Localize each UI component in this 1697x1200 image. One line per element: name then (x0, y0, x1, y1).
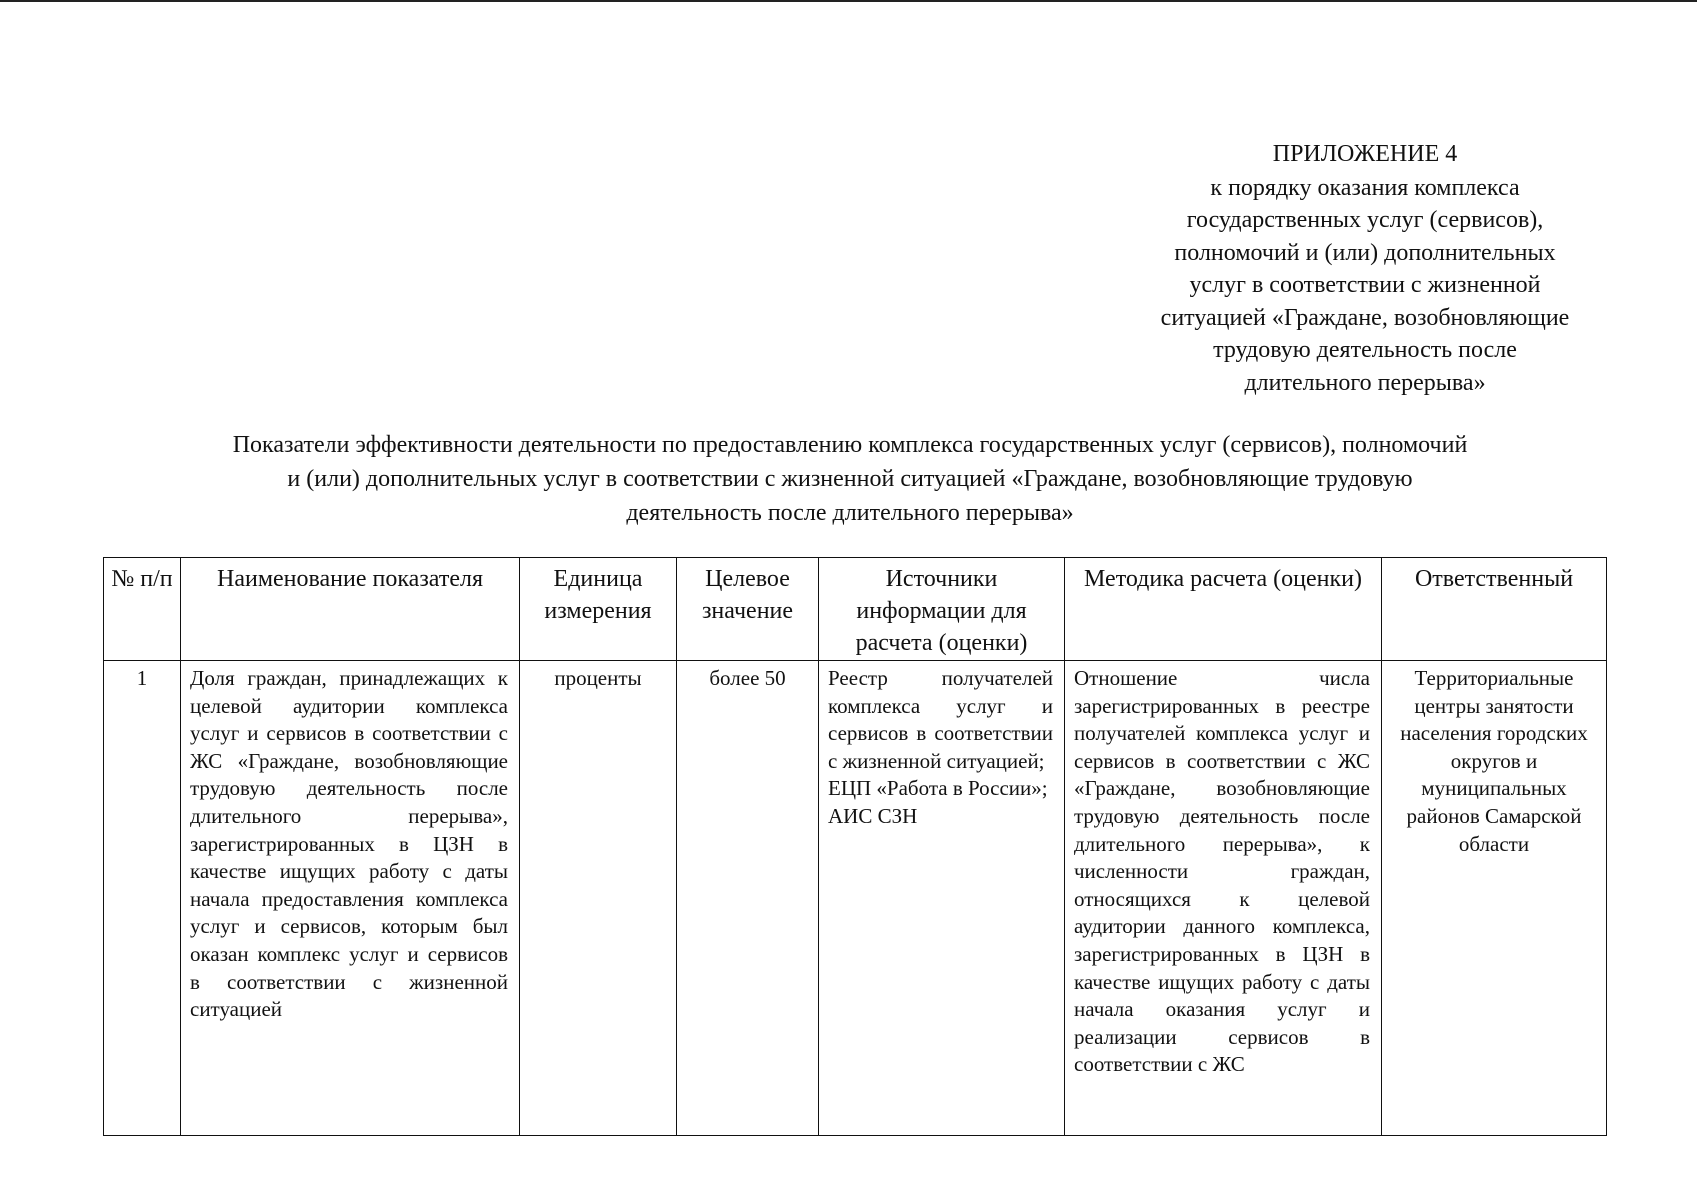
source-item: АИС СЗН (828, 803, 918, 828)
table-header-row (104, 558, 1607, 661)
heading-line: и (или) дополнительных услуг в соответствии с жизненной ситуацией «Граждане, возобновляющие трудовую (287, 466, 1413, 492)
cell-unit: проценты (520, 661, 677, 1136)
header-unit: Единица измерения (520, 558, 677, 661)
appendix-line: полномочий и (или) дополнительных (1174, 239, 1556, 266)
cell-target: более 50 (677, 661, 819, 1136)
appendix-line: к порядку оказания комплекса (1210, 174, 1520, 201)
indicators-table (103, 557, 1607, 1136)
top-border-line (0, 0, 1697, 2)
cell-method: Отношение числа зарегистрированных в реестре получателей комплекса услуг и сервисов в соответствии с ЖС «Граждане, возобновляющие трудовую деятельность после длительного перерыва», к численности граждан, относящихся к целевой аудитории данного комплекса, зарегистрированных в ЦЗН в качестве ищущих работу с даты начала оказания услуг и реализации сервисов в соответствии с ЖС (1065, 661, 1382, 1136)
appendix-line: длительного перерыва» (1244, 369, 1486, 396)
appendix-line: ситуацией «Граждане, возобновляющие (1160, 304, 1570, 331)
source-item: Реестр получателей комплекса услуг и сервисов в соответствии с жизненной ситуацией; (828, 666, 1053, 773)
appendix-line: государственных услуг (сервисов), (1186, 207, 1544, 233)
document-heading (100, 428, 1600, 530)
appendix-line: трудовую деятельность после (1213, 337, 1517, 363)
cell-responsible: Территориальные центры занятости населения городских округов и муниципальных районов Самарской области (1382, 661, 1607, 1136)
table-row (104, 661, 1607, 1136)
header-sources: Источники информации для расчета (оценки) (819, 558, 1065, 661)
source-item: ЕЦП «Работа в России»; (828, 776, 1048, 801)
header-indicator-name: Наименование показателя (181, 558, 520, 661)
header-number: № п/п (104, 558, 181, 661)
appendix-line: услуг в соответствии с жизненной (1189, 272, 1541, 298)
appendix-title: ПРИЛОЖЕНИЕ 4 (1272, 141, 1458, 167)
header-method: Методика расчета (оценки) (1065, 558, 1382, 661)
heading-line: деятельность после длительного перерыва» (626, 500, 1074, 526)
cell-sources (819, 661, 1065, 1136)
appendix-block (1080, 138, 1650, 399)
header-responsible: Ответственный (1382, 558, 1607, 661)
header-target: Целевое значение (677, 558, 819, 661)
cell-number: 1 (104, 661, 181, 1136)
cell-indicator-name: Доля граждан, принадлежащих к целевой аудитории комплекса услуг и сервисов в соответствии с ЖС «Граждане, возобновляющие трудовую деятельность после длительного перерыва», зарегистрированных в ЦЗН в качестве ищущих работу с даты начала предоставления комплекса услуг и сервисов, которым был оказан комплекс услуг и сервисов в соответствии с жизненной ситуацией (181, 661, 520, 1136)
heading-line: Показатели эффективности деятельности по предоставлению комплекса государственных услуг (сервисов), полномочий (232, 432, 1468, 458)
